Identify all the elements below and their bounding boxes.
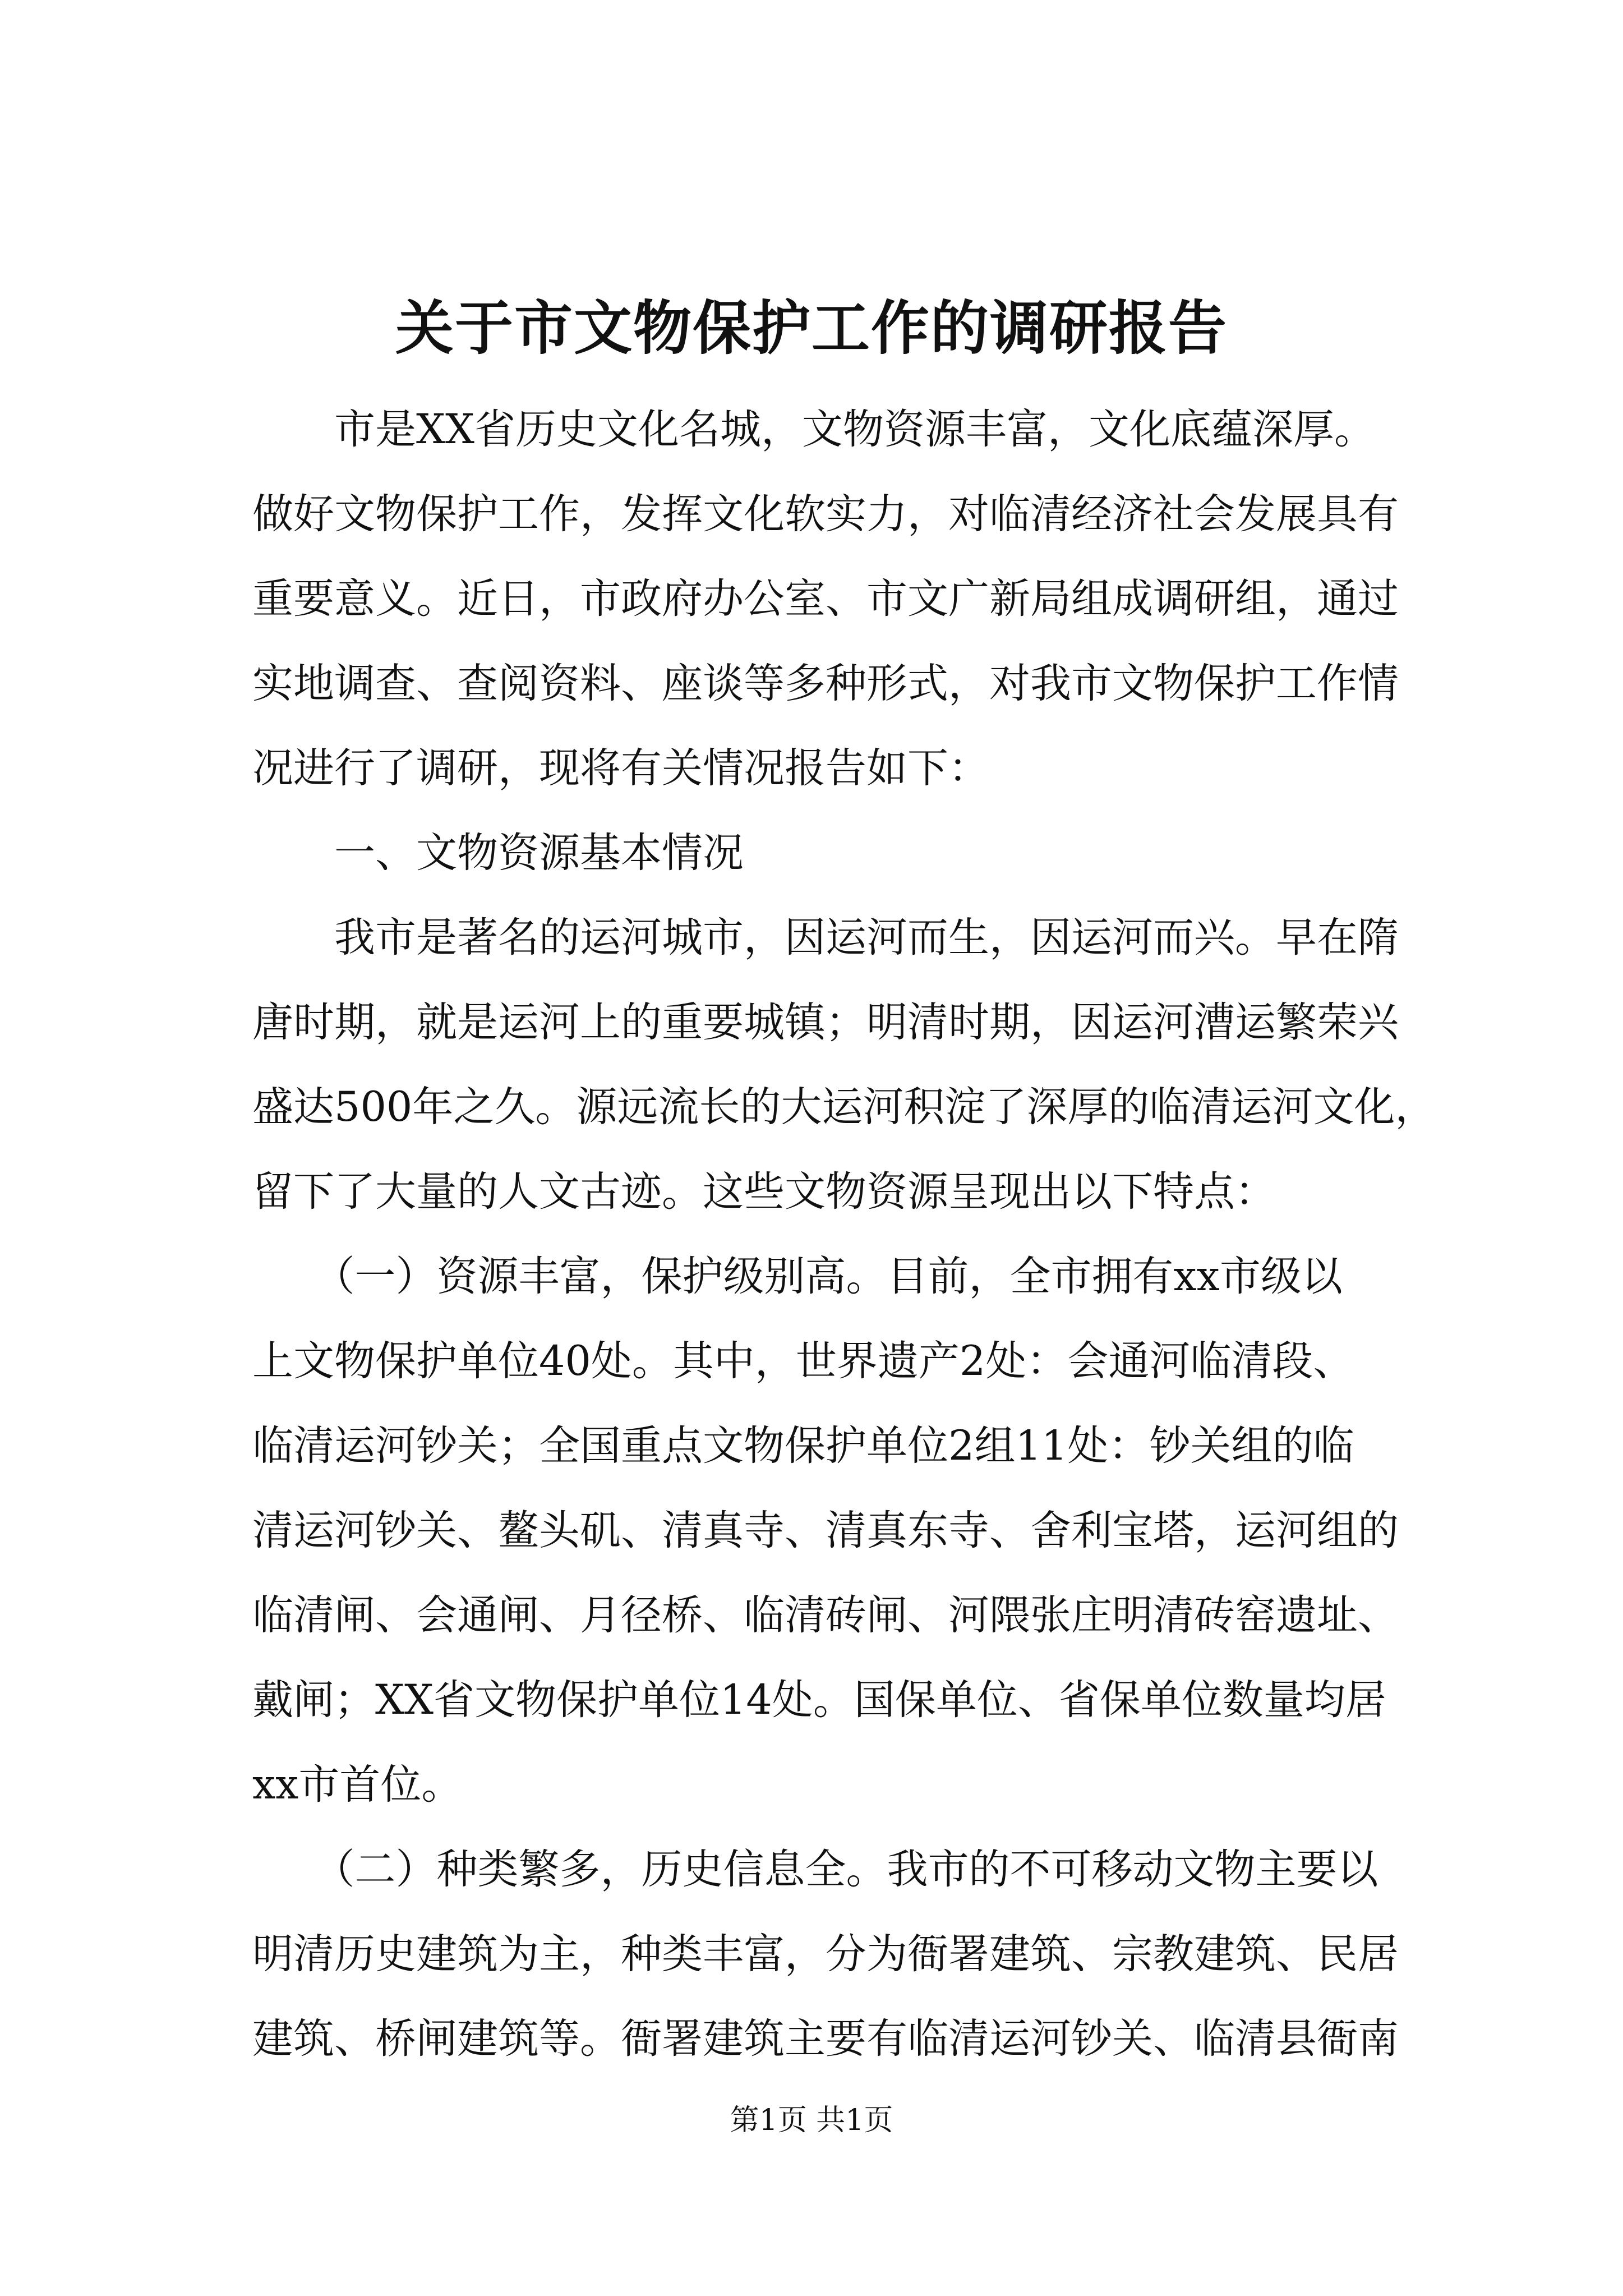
body-line-2: 做好文物保护工作，发挥文化软实力，对临清经济社会发展具有	[252, 490, 1399, 538]
body-line-16: 戴闸；XX省文物保护单位14处。国保单位、省保单位数量均居	[252, 1676, 1386, 1724]
body-line-13: 临清运河钞关；全国重点文物保护单位2组11处：钞关组的临	[252, 1422, 1354, 1470]
page-footer: 第1页 共1页	[730, 2104, 893, 2137]
body-line-10: 留下了大量的人文古迹。这些文物资源呈现出以下特点：	[252, 1168, 1276, 1216]
body-line-12: 上文物保护单位40处。其中，世界遗产2处：会通河临清段、	[252, 1337, 1354, 1385]
body-line-14: 清运河钞关、鳌头矶、清真寺、清真东寺、舍利宝塔，运河组的	[252, 1507, 1399, 1554]
body-line-11: （一）资源丰富，保护级别高。目前，全市拥有xx市级以	[252, 1253, 1343, 1300]
document-body	[252, 387, 1436, 2081]
body-line-4: 实地调查、查阅资料、座谈等多种形式，对我市文物保护工作情	[252, 660, 1399, 707]
body-line-19: 明清历史建筑为主，种类丰富，分为衙署建筑、宗教建筑、民居	[252, 1930, 1399, 1978]
document-title: 关于市文物保护工作的调研报告	[395, 293, 1228, 362]
body-line-1: 市是XX省历史文化名城，文物资源丰富，文化底蕴深厚。	[252, 406, 1375, 453]
body-line-8: 唐时期，就是运河上的重要城镇；明清时期，因运河漕运繁荣兴	[252, 999, 1399, 1046]
section-heading: 一、文物资源基本情况	[252, 829, 744, 877]
body-line-9: 盛达500年之久。源远流长的大运河积淀了深厚的临清运河文化，	[252, 1083, 1436, 1131]
body-line-17: xx市首位。	[252, 1761, 463, 1809]
body-line-7: 我市是著名的运河城市，因运河而生，因运河而兴。早在隋	[252, 914, 1399, 961]
body-line-5: 况进行了调研，现将有关情况报告如下：	[252, 744, 989, 792]
body-line-18: （二）种类繁多，历史信息全。我市的不可移动文物主要以	[252, 1846, 1378, 1893]
body-line-3: 重要意义。近日，市政府办公室、市文广新局组成调研组，通过	[252, 575, 1399, 623]
body-line-15: 临清闸、会通闸、月径桥、临清砖闸、河隈张庄明清砖窑遗址、	[252, 1591, 1399, 1639]
body-line-20: 建筑、桥闸建筑等。衙署建筑主要有临清运河钞关、临清县衙南	[252, 2015, 1399, 2063]
